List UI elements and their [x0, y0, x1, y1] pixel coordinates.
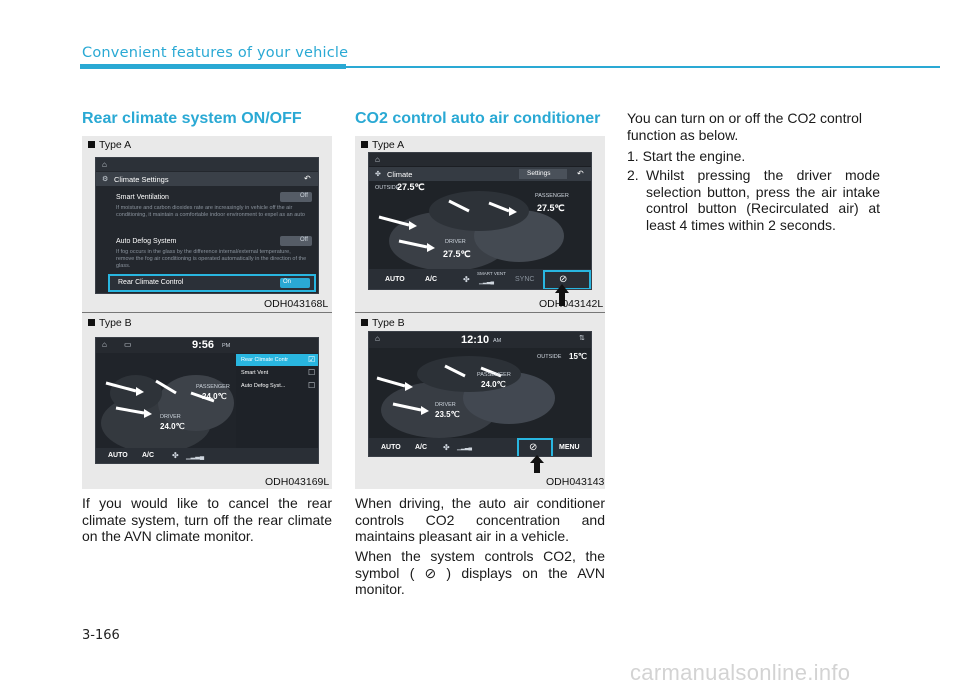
outside-label: OUTSIDE: [375, 185, 400, 191]
passenger-label: PASSENGER: [535, 193, 569, 199]
clock-ampm: PM: [222, 343, 231, 349]
paragraph-cancel-rear-climate: If you would like to cancel the rear climate system, turn off the rear climate on the AVN climate monitor.: [82, 495, 332, 544]
page-number: 3-166: [82, 628, 120, 643]
settings-button[interactable]: Settings: [519, 169, 567, 179]
car-interior-illustration: [369, 348, 592, 438]
clock-time: 9:56: [192, 339, 215, 351]
driver-temp: 23.5℃: [435, 410, 460, 419]
menu-item-label: Rear Climate Contr: [241, 357, 289, 363]
screen-titlebar: [369, 167, 592, 181]
screen-topbar: [369, 153, 592, 166]
toggle-switch[interactable]: [280, 192, 312, 202]
setting-label: Auto Defog System: [116, 238, 177, 245]
type-label: Type A: [361, 139, 404, 151]
home-icon[interactable]: ⌂: [375, 334, 380, 343]
fan-level-icon: ▁▂▃▄: [186, 454, 205, 460]
passenger-temp: 24.0℃: [202, 392, 227, 401]
rear-climate-control-row[interactable]: [108, 274, 316, 292]
toggle-state: Off: [300, 237, 308, 243]
setting-label: Smart Ventilation: [116, 194, 169, 201]
menu-button[interactable]: MENU: [559, 444, 580, 451]
checkbox-icon: ☑: [308, 355, 316, 364]
outside-temp: 27.5℃: [397, 182, 425, 192]
back-icon[interactable]: ↶: [577, 169, 584, 178]
menu-item[interactable]: [236, 380, 319, 392]
paragraph-co2-intro: You can turn on or off the CO2 control function as below.: [627, 110, 863, 143]
screen-topbar: [96, 158, 319, 171]
screen-topbar: [96, 338, 319, 353]
driver-temp: 27.5℃: [443, 249, 471, 259]
driver-temp: 24.0℃: [160, 422, 185, 431]
home-icon[interactable]: ⌂: [102, 340, 107, 349]
clock-ampm: AM: [493, 338, 502, 344]
sync-button[interactable]: SYNC: [515, 276, 535, 283]
driver-label: DRIVER: [435, 402, 456, 408]
driver-label: DRIVER: [160, 414, 181, 420]
screen-titlebar: [96, 172, 319, 186]
figure-code: ODH043142L: [539, 298, 604, 310]
type-label: Type A: [88, 139, 131, 151]
fan-icon[interactable]: ✤: [463, 275, 470, 284]
climate-settings-screen: [95, 157, 319, 294]
header-rule-thick: [80, 64, 346, 69]
menu-item-label: Smart Vent: [241, 370, 269, 376]
outside-label: OUTSIDE: [537, 354, 562, 360]
home-icon[interactable]: ⌂: [375, 155, 380, 164]
setting-description: If moisture and carbon dioxides rate are increasingly in vehicle off the air conditioning, it maintain a comfortable indoor environment to expel as an auto: [116, 205, 305, 218]
climate-screen-type-b: [368, 331, 592, 457]
screen-title: Climate: [387, 170, 413, 179]
driver-label: DRIVER: [445, 239, 466, 245]
section-title: Convenient features of your vehicle: [82, 45, 349, 61]
ac-button[interactable]: A/C: [425, 276, 438, 283]
figure-co2-type-a: [355, 136, 605, 312]
toggle-switch[interactable]: [280, 278, 310, 288]
gear-icon: ⚙: [102, 176, 109, 183]
figure-co2-type-b: [355, 313, 605, 489]
screen-bottombar: [96, 448, 319, 464]
fan-level-icon: ▁▂▃▄: [457, 445, 473, 451]
co2-icon: ⊘: [529, 442, 538, 453]
checkbox-icon: ☐: [308, 381, 316, 390]
auto-button[interactable]: AUTO: [108, 452, 128, 459]
figure-code: ODH043143: [546, 476, 605, 488]
screen-title: Climate Settings: [114, 175, 169, 184]
screen-topbar: [369, 332, 592, 348]
watermark: carmanualsonline.info: [630, 660, 851, 685]
figure-rear-climate-type-a: [82, 136, 332, 312]
list-item-step-1: 1. Start the engine.: [627, 148, 746, 164]
screen-bottombar: [369, 438, 592, 457]
passenger-label: PASSENGER: [196, 384, 230, 390]
climate-screen-type-a: [368, 152, 592, 290]
fan-icon: ✤: [375, 171, 381, 178]
back-icon[interactable]: ↶: [304, 174, 311, 183]
settings-menu: [236, 354, 319, 448]
co2-icon: ⊘: [559, 274, 568, 285]
signal-icon: ⇅: [579, 335, 585, 342]
fan-level-icon: ▁▂▃▄: [479, 279, 495, 285]
auto-button[interactable]: AUTO: [381, 444, 401, 451]
menu-icon[interactable]: ▭: [124, 340, 132, 349]
toggle-state: Off: [300, 193, 308, 199]
fan-icon[interactable]: ✤: [443, 443, 450, 452]
smart-vent-label[interactable]: SMART VENT: [477, 271, 506, 276]
home-icon[interactable]: ⌂: [102, 160, 107, 169]
climate-screen-type-b: [95, 337, 319, 464]
paragraph-co2-symbol: When the system controls CO2, the symbol ( ⊘ ) displays on the AVN monitor.: [355, 548, 605, 597]
setting-label: Rear Climate Control: [118, 279, 184, 286]
co2-symbol-icon: ⊘: [424, 564, 437, 581]
outside-temp: 15℃: [569, 352, 587, 361]
figure-code: ODH043169L: [265, 476, 330, 488]
figure-code: ODH043168L: [264, 298, 329, 310]
fan-icon[interactable]: ✤: [172, 451, 179, 460]
menu-item-label: Auto Defog Syst...: [241, 383, 286, 389]
figure-rear-climate-type-b: [82, 313, 332, 489]
ac-button[interactable]: A/C: [415, 444, 428, 451]
passenger-label: PASSENGER: [477, 372, 511, 378]
type-label: Type B: [361, 317, 405, 329]
header-rule-thin: [346, 66, 940, 68]
heading-rear-climate: Rear climate system ON/OFF: [82, 110, 302, 127]
arrow-up-icon: [530, 455, 544, 473]
clock-time: 12:10: [461, 334, 490, 346]
passenger-temp: 27.5℃: [537, 203, 565, 213]
passenger-temp: 24.0℃: [481, 380, 506, 389]
menu-item-highlighted[interactable]: [236, 354, 319, 366]
toggle-switch[interactable]: [280, 236, 312, 246]
setting-description: If fog occurs in the glass by the difference internal/external temperature, remove the fog air conditioning is operated automatically in the direction of the glass.: [116, 249, 307, 269]
paragraph-co2-control: When driving, the auto air conditioner controls CO2 concentration and maintains pleasant air in a vehicle.: [355, 495, 605, 544]
ac-button[interactable]: A/C: [142, 452, 155, 459]
menu-item[interactable]: [236, 367, 319, 379]
type-label: Type B: [88, 317, 132, 329]
auto-button[interactable]: AUTO: [385, 276, 405, 283]
heading-co2-control: CO2 control auto air conditioner: [355, 110, 601, 127]
list-item-step-2: 2. Whilst pressing the driver mode selection button, press the air intake control button (Recirculated air) at least 4 times within 2 seconds.: [627, 167, 880, 233]
toggle-state: On: [283, 279, 292, 285]
checkbox-icon: ☐: [308, 368, 316, 377]
